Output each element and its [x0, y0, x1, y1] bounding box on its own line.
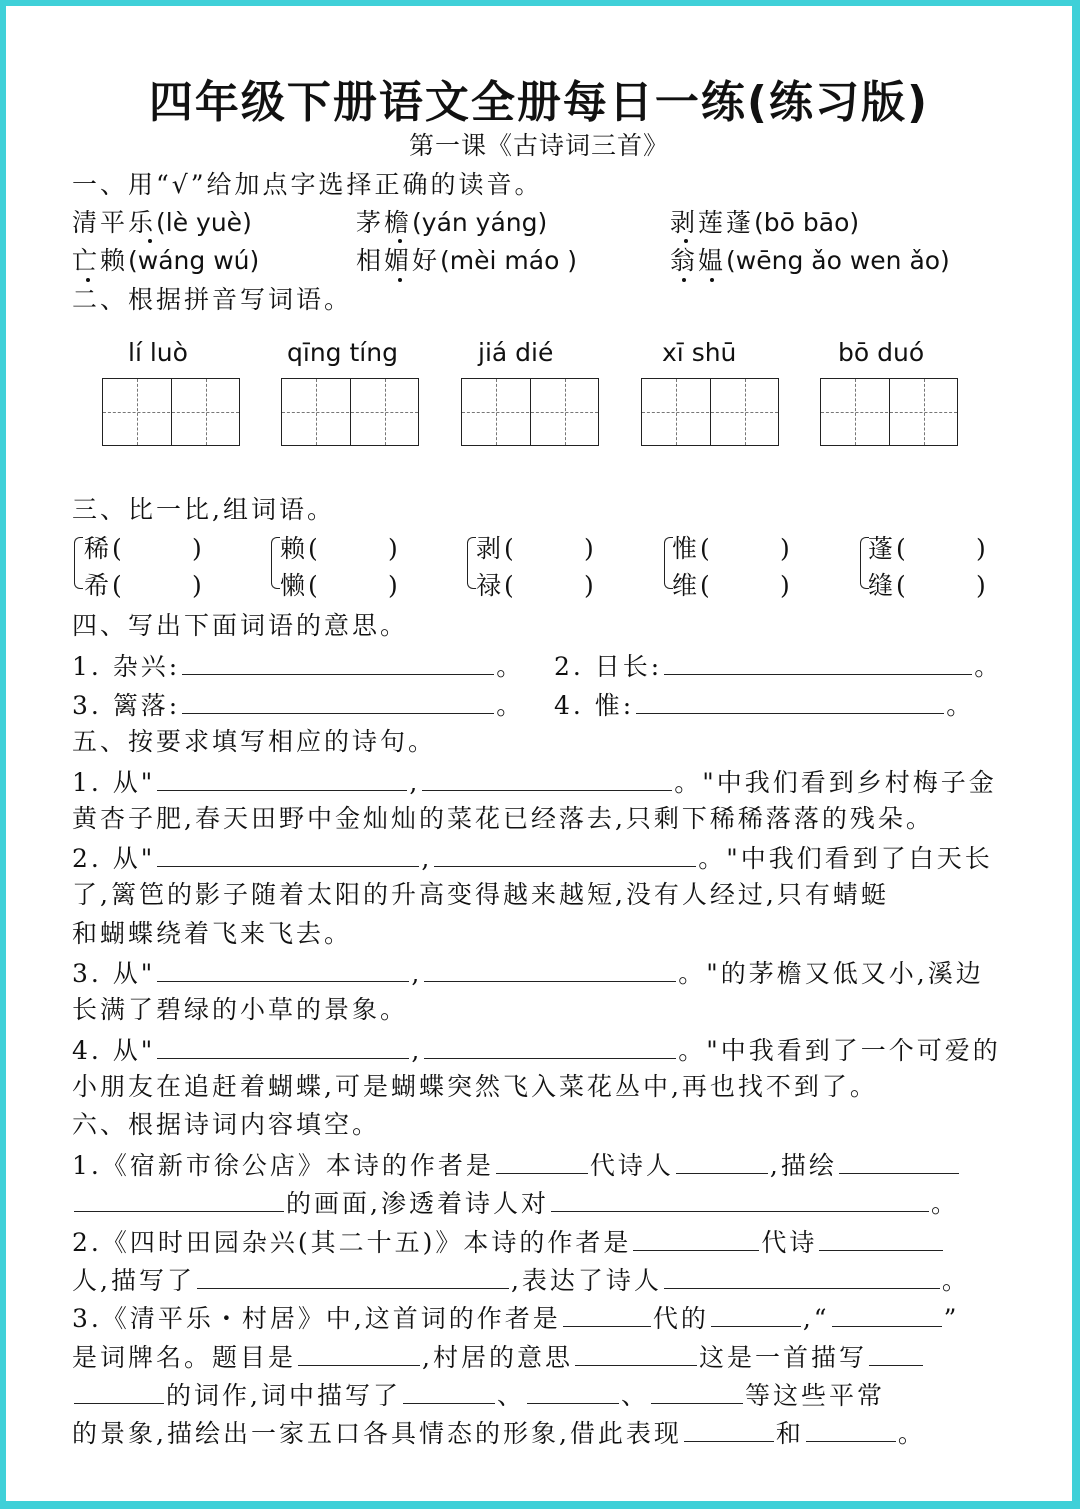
section-4-heading: 四、写出下面词语的意思。: [72, 611, 409, 640]
brace: [74, 537, 83, 589]
answer-blank[interactable]: [711, 1302, 801, 1327]
close-paren: ): [780, 571, 793, 600]
section-6-heading: 六、根据诗词内容填空。: [72, 1110, 381, 1139]
answer-blank[interactable]: [575, 1341, 697, 1366]
answer-blank[interactable]: [157, 1034, 409, 1059]
answer-blank[interactable]: [74, 1379, 164, 1404]
emphasis-dot: [682, 278, 686, 282]
section-5-heading: 五、按要求填写相应的诗句。: [72, 727, 437, 756]
pinyin-prompt: xī shū: [662, 338, 737, 367]
emphasis-dot: [710, 278, 714, 282]
writing-grid[interactable]: [641, 378, 779, 446]
pinyin-prompt: bō duó: [838, 338, 925, 367]
fill-line: 的景象,描绘出一家五口各具情态的形象,借此表现 和 。: [72, 1419, 926, 1448]
answer-blank[interactable]: [806, 1417, 896, 1442]
close-paren: ): [388, 571, 401, 600]
close-paren: ): [584, 571, 597, 600]
answer-blank[interactable]: [664, 650, 972, 675]
writing-grid[interactable]: [461, 378, 599, 446]
meaning-item: 3. 篱落: 。: [72, 691, 525, 720]
answer-blank[interactable]: [182, 650, 494, 675]
compare-char: 剥(: [476, 534, 517, 563]
pronunciation-item: 相媚好(mèi máo ): [356, 246, 578, 275]
answer-blank[interactable]: [434, 842, 696, 867]
poem-question: 3. 从" , 。"的茅檐又低又小,溪边: [72, 959, 984, 988]
writing-grid[interactable]: [820, 378, 958, 446]
fill-line: 是词牌名。题目是 ,村居的意思 这是一首描写: [72, 1341, 925, 1373]
lesson-subtitle: 第一课《古诗词三首》: [408, 131, 669, 160]
poem-question-text: 长满了碧绿的小草的景象。: [72, 995, 409, 1024]
answer-blank[interactable]: [869, 1341, 923, 1366]
compare-char: 缝(: [868, 571, 909, 600]
answer-blank[interactable]: [157, 842, 419, 867]
close-paren: ): [976, 534, 989, 563]
pinyin-prompt: qīng tíng: [287, 338, 398, 367]
brace: [271, 537, 280, 589]
meaning-item: 1. 杂兴: 。: [72, 652, 525, 681]
close-paren: ): [388, 534, 401, 563]
answer-blank[interactable]: [676, 1149, 768, 1174]
answer-blank[interactable]: [403, 1379, 495, 1404]
close-paren: ): [584, 534, 597, 563]
answer-blank[interactable]: [651, 1379, 743, 1404]
answer-blank[interactable]: [684, 1417, 774, 1442]
fill-line: 2.《四时田园杂兴(其二十五)》本诗的作者是 代诗: [72, 1226, 945, 1258]
emphasis-dot: [86, 278, 90, 282]
pronunciation-item: 清平乐(lè yuè): [72, 208, 252, 237]
writing-grid[interactable]: [102, 378, 240, 446]
compare-char: 懒(: [280, 571, 321, 600]
answer-blank[interactable]: [636, 689, 944, 714]
meaning-item: 4. 惟: 。: [554, 691, 975, 720]
section-3-heading: 三、比一比,组词语。: [72, 495, 335, 524]
page-title: 四年级下册语文全册每日一练(练习版): [148, 77, 930, 128]
pronunciation-item: 茅檐(yán yáng): [356, 208, 548, 237]
compare-char: 惟(: [672, 534, 713, 563]
answer-blank[interactable]: [664, 1264, 940, 1289]
poem-question-text: 和蝴蝶绕着飞来飞去。: [72, 919, 353, 948]
compare-char: 维(: [672, 571, 713, 600]
close-paren: ): [192, 534, 205, 563]
answer-blank[interactable]: [832, 1302, 942, 1327]
pronunciation-item: 亡赖(wáng wú): [72, 246, 260, 275]
emphasis-dot: [398, 278, 402, 282]
worksheet-page: [6, 6, 1072, 1501]
emphasis-dot: [684, 239, 688, 243]
answer-blank[interactable]: [633, 1226, 759, 1251]
answer-blank[interactable]: [551, 1187, 929, 1212]
section-2-heading: 二、根据拼音写词语。: [72, 285, 353, 314]
pinyin-prompt: lí luò: [128, 338, 188, 367]
fill-line: 的画面,渗透着诗人对 。: [72, 1187, 959, 1219]
compare-char: 赖(: [280, 534, 321, 563]
answer-blank[interactable]: [422, 766, 672, 791]
answer-blank[interactable]: [496, 1149, 588, 1174]
pronunciation-item: 剥莲蓬(bō bāo): [670, 208, 860, 237]
poem-question-text: 小朋友在追赶着蝴蝶,可是蝴蝶突然飞入菜花丛中,再也找不到了。: [72, 1072, 878, 1101]
answer-blank[interactable]: [527, 1379, 619, 1404]
answer-blank[interactable]: [839, 1149, 959, 1174]
answer-blank[interactable]: [424, 957, 676, 982]
close-paren: ): [780, 534, 793, 563]
compare-char: 希(: [84, 571, 125, 600]
poem-question-text: 黄杏子肥,春天田野中金灿灿的菜花已经落去,只剩下稀稀落落的残朵。: [72, 804, 934, 833]
close-paren: ): [976, 571, 989, 600]
poem-question-text: 了,篱笆的影子随着太阳的升高变得越来越短,没有人经过,只有蜻蜓: [72, 880, 889, 909]
compare-char: 蓬(: [868, 534, 909, 563]
poem-question: 4. 从" , 。"中我看到了一个可爱的: [72, 1036, 1001, 1065]
answer-blank[interactable]: [157, 766, 407, 791]
close-paren: ): [192, 571, 205, 600]
answer-blank[interactable]: [157, 957, 409, 982]
answer-blank[interactable]: [424, 1034, 676, 1059]
answer-blank[interactable]: [197, 1264, 509, 1289]
fill-line: 的词作,词中描写了 、 、 等这些平常: [72, 1379, 885, 1411]
answer-blank[interactable]: [563, 1302, 651, 1327]
emphasis-dot: [398, 239, 402, 243]
pinyin-prompt: jiá dié: [478, 338, 554, 367]
section-1-heading: 一、用“√”给加点字选择正确的读音。: [72, 170, 543, 199]
fill-line: 人,描写了 ,表达了诗人 。: [72, 1266, 970, 1295]
answer-blank[interactable]: [298, 1341, 420, 1366]
poem-question: 1. 从" , 。"中我们看到乡村梅子金: [72, 768, 997, 797]
compare-char: 禄(: [476, 571, 517, 600]
meaning-item: 2. 日长: 。: [554, 652, 1003, 681]
pronunciation-item: 翁媪(wēng ǎo wen ǎo): [670, 246, 950, 275]
compare-char: 稀(: [84, 534, 125, 563]
fill-line: 1.《宿新市徐公店》本诗的作者是 代诗人 ,描绘: [72, 1149, 961, 1181]
writing-grid[interactable]: [281, 378, 419, 446]
answer-blank[interactable]: [74, 1187, 284, 1212]
fill-line: 3.《清平乐・村居》中,这首词的作者是 代的 ,“ ”: [72, 1304, 960, 1333]
poem-question: 2. 从" , 。"中我们看到了白天长: [72, 844, 993, 873]
emphasis-dot: [148, 239, 152, 243]
answer-blank[interactable]: [819, 1226, 943, 1251]
answer-blank[interactable]: [182, 689, 494, 714]
brace: [467, 537, 476, 589]
